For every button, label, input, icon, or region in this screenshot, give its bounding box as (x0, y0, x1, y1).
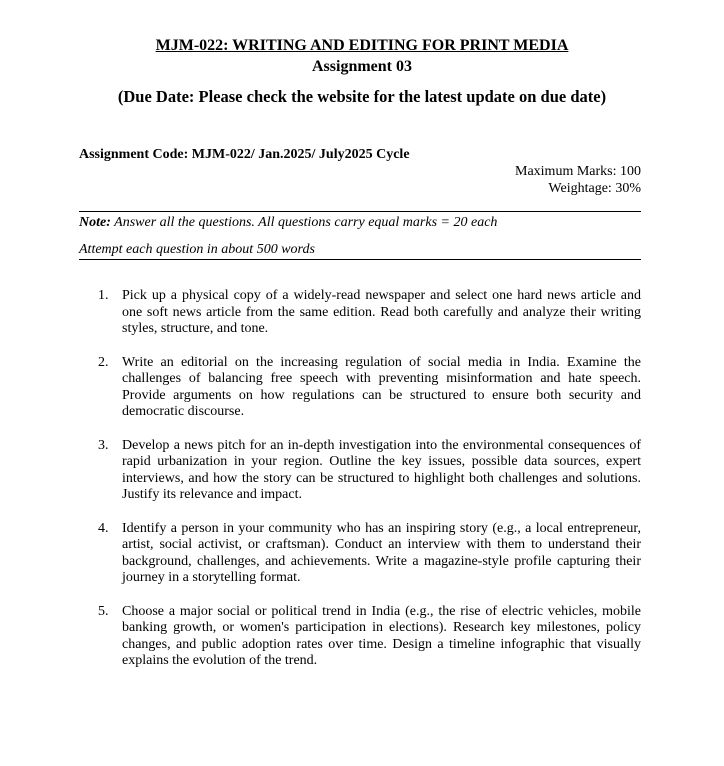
question-item (98, 521, 641, 587)
word-limit-instruction: Attempt each question in about 500 words (79, 242, 315, 257)
question-text: Choose a major social or political trend in India (e.g., the rise of electric vehicles, mobile banking growth, or women's participation in elections). Research key milestones, policy changes, and public adoption rates over time. Design a timeline infographic that visually explains the evolution of the trend. (122, 603, 641, 668)
assignment-code: Assignment Code: MJM-022/ Jan.2025/ July2025 Cycle (79, 147, 410, 162)
weightage: Weightage: 30% (548, 181, 641, 196)
question-list (98, 288, 641, 687)
note-text: Answer all the questions. All questions carry equal marks = 20 each (110, 215, 498, 230)
question-item (98, 438, 641, 504)
question-number: 4. (98, 520, 109, 536)
question-item (98, 355, 641, 421)
question-number: 2. (98, 354, 109, 370)
question-text: Identify a person in your community who has an inspiring story (e.g., a local entrepreneur, artist, social activist, or craftsman). Conduct an interview with them to understand their background, challenges, and achievements. Write a magazine-style profile capturing their journey in a storytelling format. (122, 520, 641, 585)
question-text: Write an editorial on the increasing regulation of social media in India. Examine the challenges of balancing free speech with preventing misinformation and hate speech. Provide arguments on how regulations can be structured to ensure both security and democratic discourse. (122, 354, 641, 419)
question-item (98, 288, 641, 338)
due-date-notice: (Due Date: Please check the website for the latest update on due date) (117, 87, 607, 106)
question-number: 3. (98, 437, 109, 453)
note-line (79, 214, 497, 232)
note-label: Note: (79, 215, 111, 230)
maximum-marks: Maximum Marks: 100 (515, 164, 641, 179)
question-text: Pick up a physical copy of a widely-read newspaper and select one hard news article and one soft news article from the same edition. Read both carefully and analyze their writing styles, structure, and tone. (122, 288, 641, 336)
question-item (98, 604, 641, 670)
assignment-number: Assignment 03 (311, 58, 412, 75)
divider-bottom (79, 259, 641, 260)
marks-block (515, 163, 641, 197)
question-number: 5. (98, 603, 109, 619)
question-text: Develop a news pitch for an in-depth investigation into the environmental consequences of rapid urbanization in your region. Outline the key issues, possible data sources, expert interviews, and how the story can be structured to highlight both challenges and solutions. Justify its relevance and impact. (122, 437, 641, 502)
divider-top (79, 211, 641, 212)
question-number: 1. (98, 288, 109, 303)
course-title: MJM-022: WRITING AND EDITING FOR PRINT MEDIA (155, 37, 569, 54)
